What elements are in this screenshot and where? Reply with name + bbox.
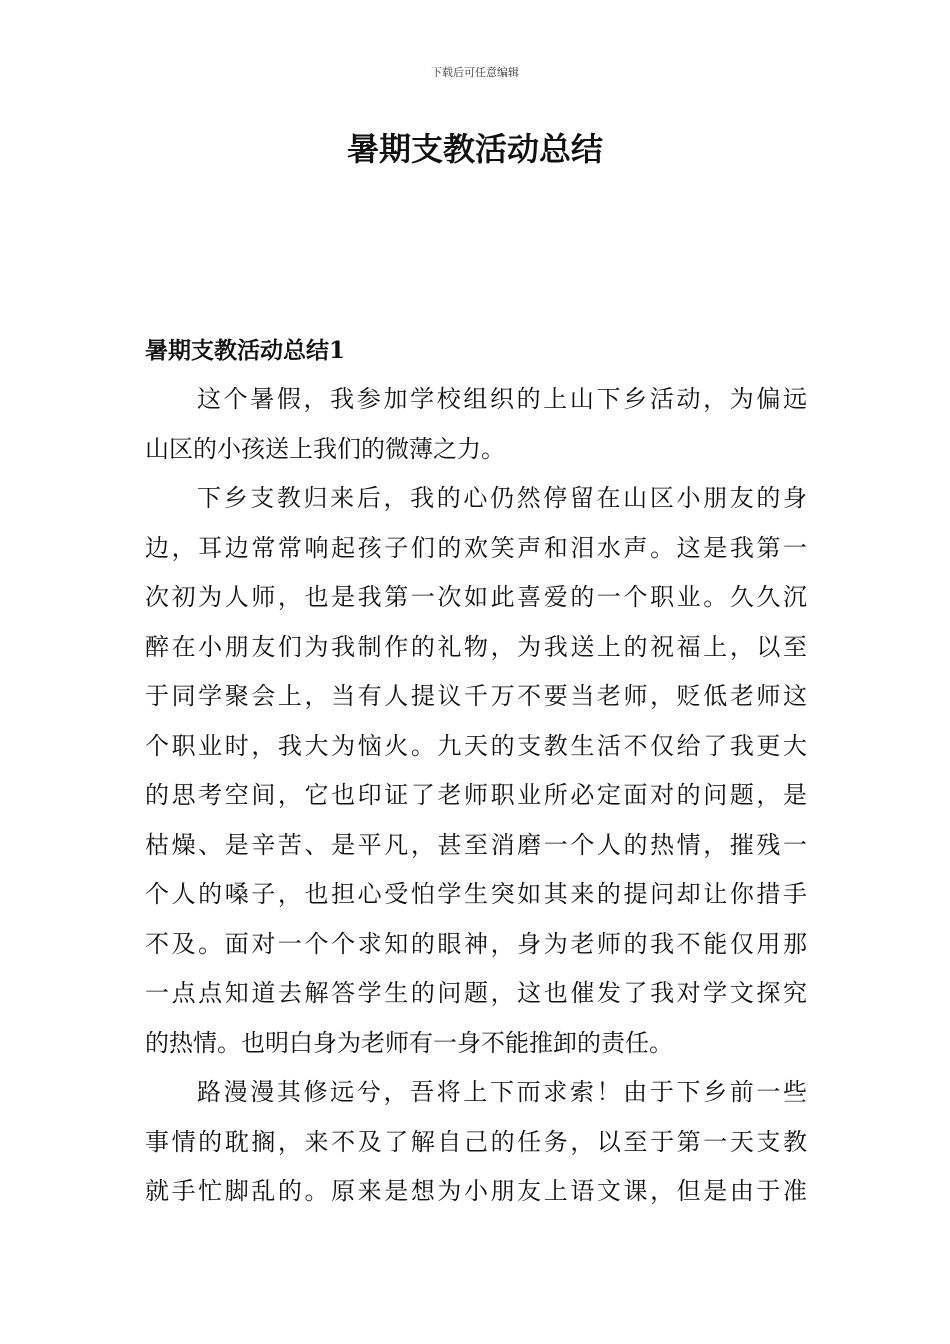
paragraph-2-line-8: 枯燥、是辛苦、是平凡，甚至消磨一个人的热情，摧残一 <box>145 830 807 859</box>
paragraph-1-line-2: 山区的小孩送上我们的微薄之力。 <box>145 434 505 463</box>
header-note: 下载后可任意编辑 <box>431 66 519 79</box>
paragraph-2-line-7: 的思考空间，它也印证了老师职业所必定面对的问题，是 <box>145 781 807 809</box>
paragraph-2-line-4: 醉在小朋友们为我制作的礼物，为我送上的祝福上，以至 <box>145 632 807 661</box>
paragraph-3-line-2: 事情的耽搁，来不及了解自己的任务，以至于第一天支教 <box>145 1127 807 1156</box>
paragraph-2-line-9: 个人的嗓子，也担心受怕学生突如其来的提问却让你措手 <box>145 880 807 908</box>
paragraph-2-line-11: 一点点知道去解答学生的问题，这也催发了我对学文探究 <box>145 979 807 1007</box>
paragraph-2-line-2: 边，耳边常常响起孩子们的欢笑声和泪水声。这是我第一 <box>145 533 807 562</box>
document-title: 暑期支教活动总结 <box>346 130 603 168</box>
paragraph-2-line-12: 的热情。也明白身为老师有一身不能推卸的责任。 <box>145 1028 673 1057</box>
body-text <box>145 375 807 1217</box>
paragraph-2-line-5: 于同学聚会上，当有人提议千万不要当老师，贬低老师这 <box>145 682 807 710</box>
paragraph-2-line-10: 不及。面对一个个求知的眼神，身为老师的我不能仅用那 <box>145 929 807 958</box>
paragraph-1-line-1: 这个暑假，我参加学校组织的上山下乡活动，为偏远 <box>197 385 807 413</box>
paragraph-3-line-3: 就手忙脚乱的。原来是想为小朋友上语文课，但是由于准 <box>145 1177 807 1205</box>
paragraph-3-line-1: 路漫漫其修远兮，吾将上下而求索！由于下乡前一些 <box>197 1078 807 1106</box>
section-heading: 暑期支教活动总结1 <box>145 337 346 364</box>
paragraph-2-line-3: 次初为人师，也是我第一次如此喜爱的一个职业。久久沉 <box>145 583 807 611</box>
paragraph-2-line-6: 个职业时，我大为恼火。九天的支教生活不仅给了我更大 <box>145 731 807 760</box>
paragraph-2-line-1: 下乡支教归来后，我的心仍然停留在山区小朋友的身 <box>197 484 807 512</box>
